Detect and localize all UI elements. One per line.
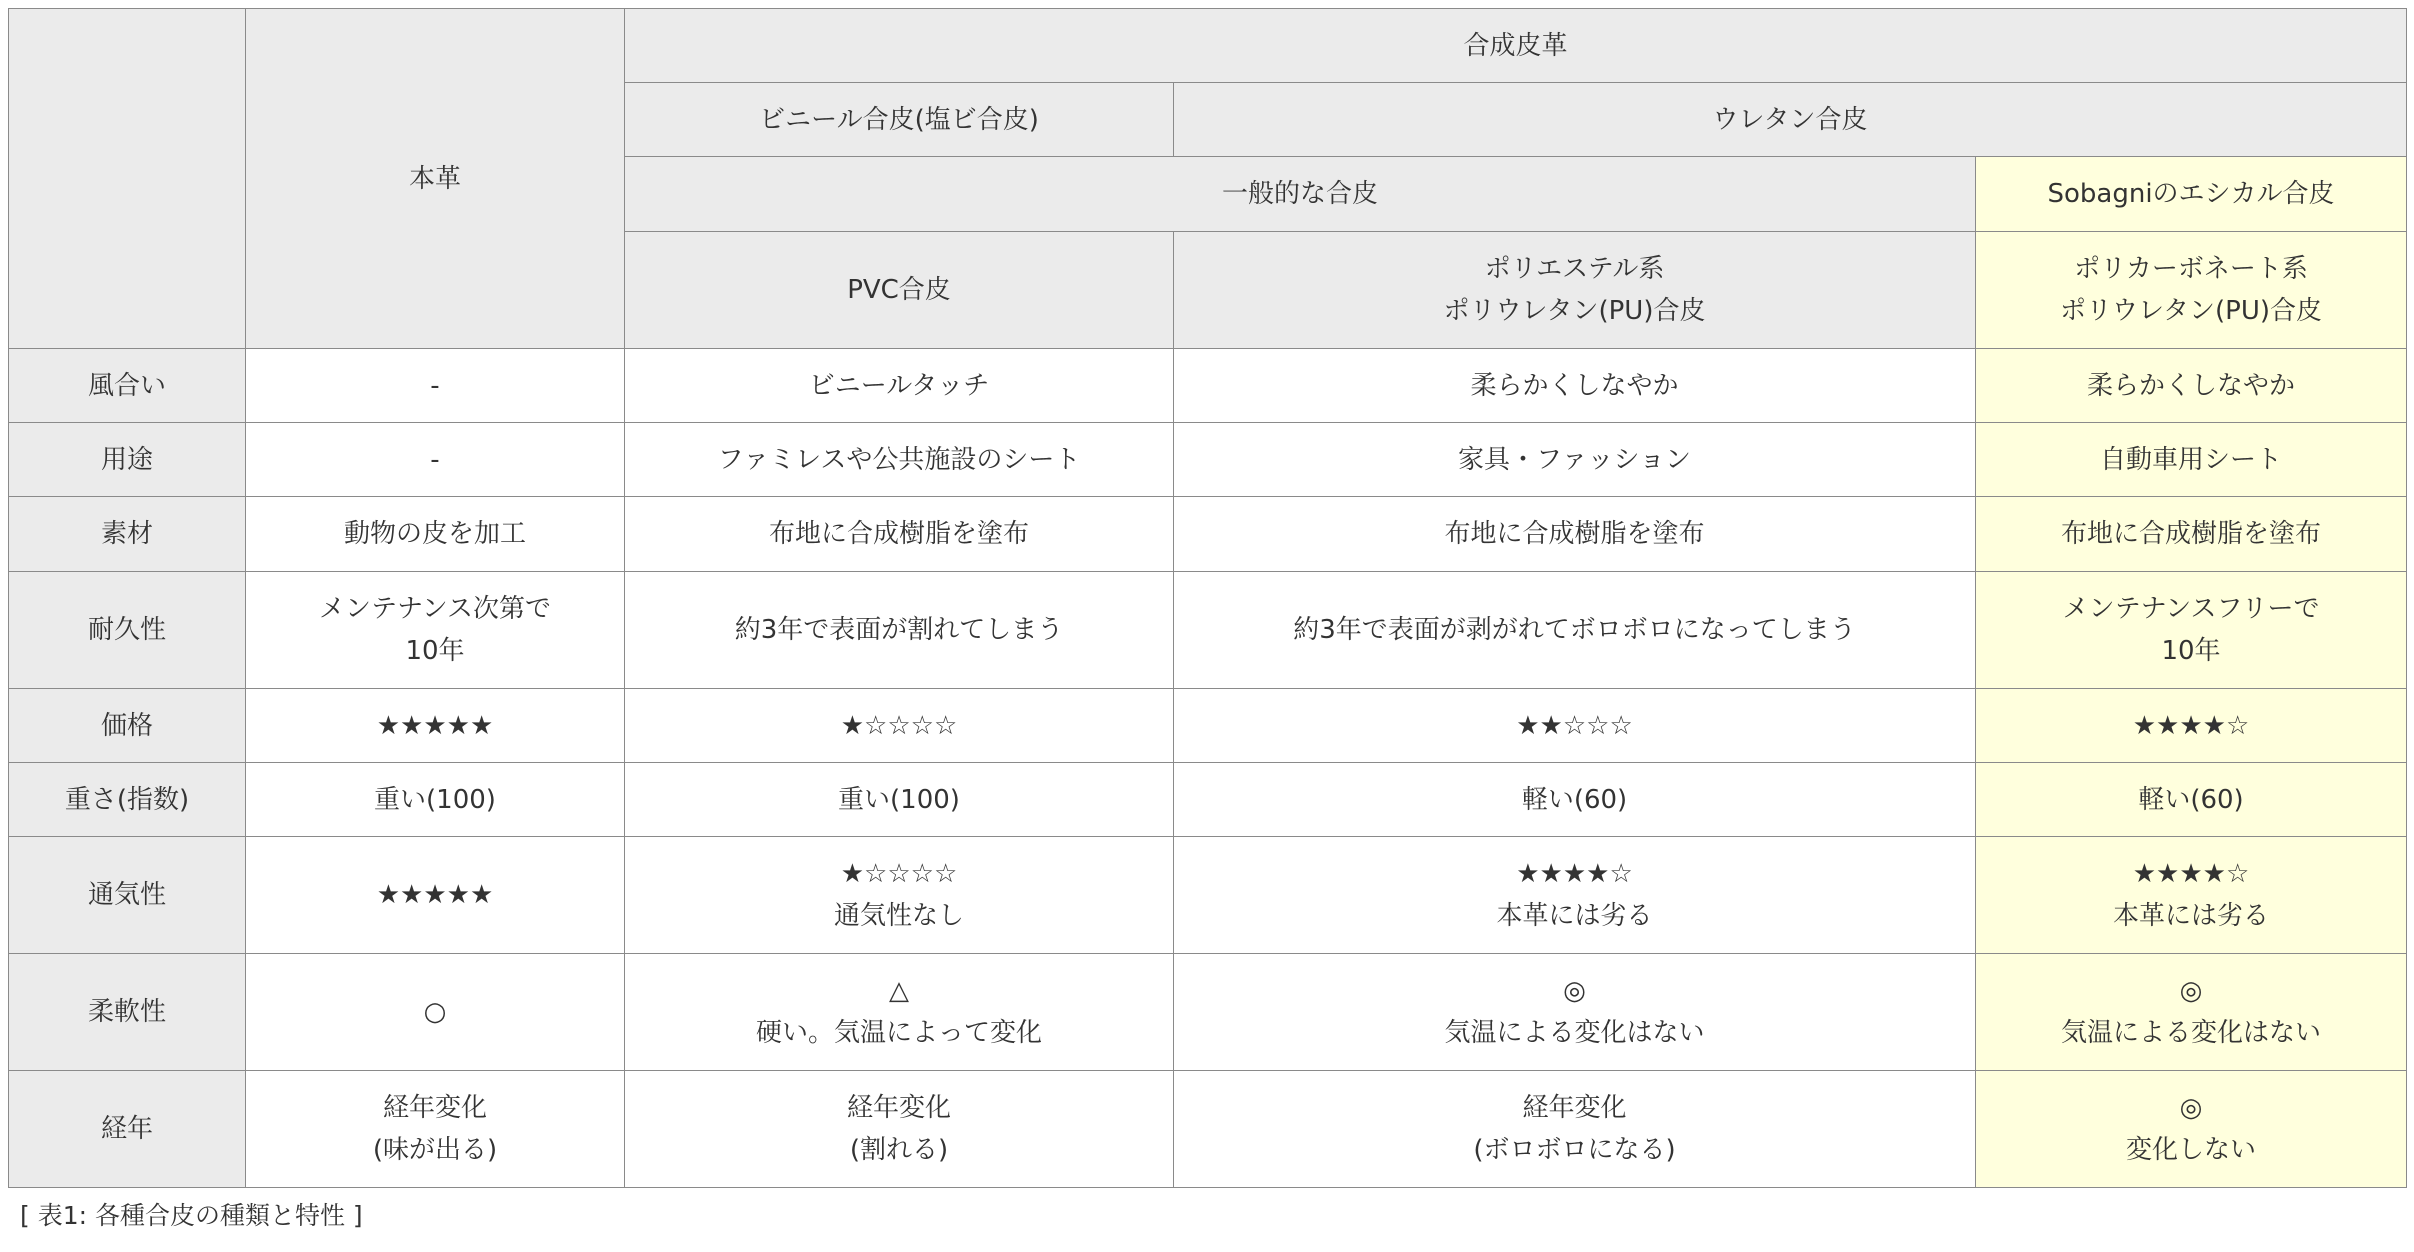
cell-text: 気温による変化はない — [1444, 1018, 1705, 1048]
cell-text: ◎ — [2179, 976, 2203, 1006]
cell-polycarbonate — [1976, 954, 2407, 1071]
cell-pvc — [625, 689, 1174, 763]
header-polycarbonate-pu — [1976, 232, 2407, 349]
cell-text: 通気性なし — [833, 901, 964, 931]
cell-text: 重い(100) — [838, 784, 960, 815]
row-label: 用途 — [9, 423, 246, 497]
row-label: 素材 — [9, 497, 246, 572]
cell-text: ★★☆☆☆ — [1516, 710, 1633, 741]
cell-text: 気温による変化はない — [2061, 1018, 2322, 1048]
table-row — [9, 497, 2407, 572]
cell-pvc — [625, 423, 1174, 497]
cell-polyester — [1174, 763, 1976, 837]
cell-text: 10年 — [405, 636, 465, 666]
cell-polycarbonate — [1976, 837, 2407, 954]
cell-polyester — [1174, 349, 1976, 423]
table-row — [9, 423, 2407, 497]
cell-text: 硬い。気温によって変化 — [755, 1018, 1042, 1048]
cell-text: メンテナンス次第で — [319, 594, 551, 624]
header-general-synthetic: 一般的な合皮 — [625, 157, 1976, 232]
cell-text: ファミレスや公共施設のシート — [717, 444, 1081, 475]
cell-pvc — [625, 572, 1174, 689]
cell-genuine — [246, 497, 625, 572]
header-pvc: PVC合皮 — [625, 232, 1174, 349]
header-polyester-line-2: ポリウレタン(PU)合皮 — [1443, 296, 1706, 326]
cell-text: 柔らかくしなやか — [2087, 370, 2296, 401]
cell-genuine — [246, 837, 625, 954]
cell-pvc — [625, 763, 1174, 837]
row-label: 風合い — [9, 349, 246, 423]
row-label: 耐久性 — [9, 572, 246, 689]
cell-text: 重い(100) — [374, 784, 496, 815]
cell-genuine — [246, 954, 625, 1071]
cell-text: 約3年で表面が割れてしまう — [734, 615, 1064, 645]
cell-genuine — [246, 572, 625, 689]
row-label: 経年 — [9, 1071, 246, 1188]
table-caption: [ 表1: 各種合皮の種類と特性 ] — [20, 1201, 363, 1230]
table-row — [9, 763, 2407, 837]
cell-polycarbonate — [1976, 423, 2407, 497]
cell-text: ★★★★★ — [376, 710, 494, 741]
table-row — [9, 954, 2407, 1071]
cell-text: 経年変化 — [846, 1093, 951, 1123]
table-row — [9, 349, 2407, 423]
cell-genuine — [246, 1071, 625, 1188]
cell-text: ビニールタッチ — [808, 370, 990, 401]
cell-polycarbonate — [1976, 1071, 2407, 1188]
cell-text: △ — [889, 976, 909, 1006]
cell-text: 家具・ファッション — [1458, 444, 1691, 475]
cell-pvc — [625, 837, 1174, 954]
cell-text: 本革には劣る — [2113, 901, 2270, 931]
row-label: 重さ(指数) — [9, 763, 246, 837]
cell-text: ★★★★★ — [376, 880, 494, 910]
row-label: 柔軟性 — [9, 954, 246, 1071]
header-polycarbonate-line-2: ポリウレタン(PU)合皮 — [2060, 296, 2322, 326]
cell-text: 布地に合成樹脂を塗布 — [768, 519, 1029, 549]
leather-comparison-table — [8, 8, 2407, 1188]
cell-polycarbonate — [1976, 689, 2407, 763]
cell-text: 布地に合成樹脂を塗布 — [2061, 519, 2322, 549]
header-genuine-leather: 本革 — [246, 9, 625, 349]
cell-text: 布地に合成樹脂を塗布 — [1444, 519, 1705, 549]
cell-polycarbonate — [1976, 497, 2407, 572]
cell-polyester — [1174, 954, 1976, 1071]
cell-pvc — [625, 1071, 1174, 1188]
table-row — [9, 837, 2407, 954]
cell-text: メンテナンスフリーで — [2062, 594, 2320, 624]
table-row — [9, 1071, 2407, 1188]
cell-text: ★★★★☆ — [1516, 859, 1633, 889]
cell-text: ○ — [423, 997, 447, 1027]
cell-text: - — [430, 444, 440, 475]
table-row — [9, 572, 2407, 689]
cell-text: ★☆☆☆☆ — [840, 859, 958, 889]
cell-polycarbonate — [1976, 763, 2407, 837]
header-sobagni-ethical: Sobagniのエシカル合皮 — [1976, 157, 2407, 232]
cell-text: ★★★★☆ — [2132, 710, 2250, 741]
table-body — [9, 349, 2407, 1188]
cell-text: 変化しない — [2126, 1135, 2257, 1165]
row-label: 通気性 — [9, 837, 246, 954]
cell-text: 経年変化 — [1522, 1093, 1627, 1123]
header-polyester-line-1: ポリエステル系 — [1484, 254, 1665, 284]
cell-text: ★★★★☆ — [2132, 859, 2250, 889]
cell-text: 本革には劣る — [1496, 901, 1653, 931]
cell-pvc — [625, 497, 1174, 572]
cell-text: - — [430, 370, 440, 401]
cell-polyester — [1174, 572, 1976, 689]
cell-polyester — [1174, 423, 1976, 497]
corner-cell — [9, 9, 246, 349]
cell-text: 約3年で表面が剥がれてボロボロになってしまう — [1293, 615, 1856, 645]
cell-text: 10年 — [2161, 636, 2221, 666]
cell-text: 自動車用シート — [2100, 444, 2283, 475]
cell-pvc — [625, 349, 1174, 423]
cell-text: 軽い(60) — [1521, 784, 1628, 815]
cell-polycarbonate — [1976, 572, 2407, 689]
cell-genuine — [246, 763, 625, 837]
header-vinyl-leather: ビニール合皮(塩ビ合皮) — [625, 83, 1174, 157]
header-synthetic-leather: 合成皮革 — [625, 9, 2407, 83]
table-row — [9, 689, 2407, 763]
header-polyester-pu — [1174, 232, 1976, 349]
cell-pvc — [625, 954, 1174, 1071]
cell-text: (ボロボロになる) — [1473, 1135, 1676, 1165]
comparison-table-container — [8, 8, 2406, 1234]
cell-polyester — [1174, 837, 1976, 954]
cell-text: (割れる) — [849, 1135, 949, 1165]
cell-text: ◎ — [2179, 1093, 2203, 1123]
cell-polyester — [1174, 689, 1976, 763]
cell-genuine — [246, 423, 625, 497]
cell-text: 経年変化 — [382, 1093, 487, 1123]
cell-genuine — [246, 349, 625, 423]
cell-text: ◎ — [1563, 976, 1586, 1006]
header-polycarbonate-line-1: ポリカーボネート系 — [2074, 254, 2308, 284]
header-urethane-leather: ウレタン合皮 — [1174, 83, 2407, 157]
cell-text: 動物の皮を加工 — [343, 519, 526, 549]
cell-genuine — [246, 689, 625, 763]
cell-polyester — [1174, 1071, 1976, 1188]
row-label: 価格 — [9, 689, 246, 763]
cell-text: (味が出る) — [372, 1135, 498, 1165]
cell-polyester — [1174, 497, 1976, 572]
cell-text: 柔らかくしなやか — [1470, 370, 1679, 401]
cell-text: ★☆☆☆☆ — [840, 710, 958, 741]
cell-text: 軽い(60) — [2138, 784, 2244, 815]
cell-polycarbonate — [1976, 349, 2407, 423]
